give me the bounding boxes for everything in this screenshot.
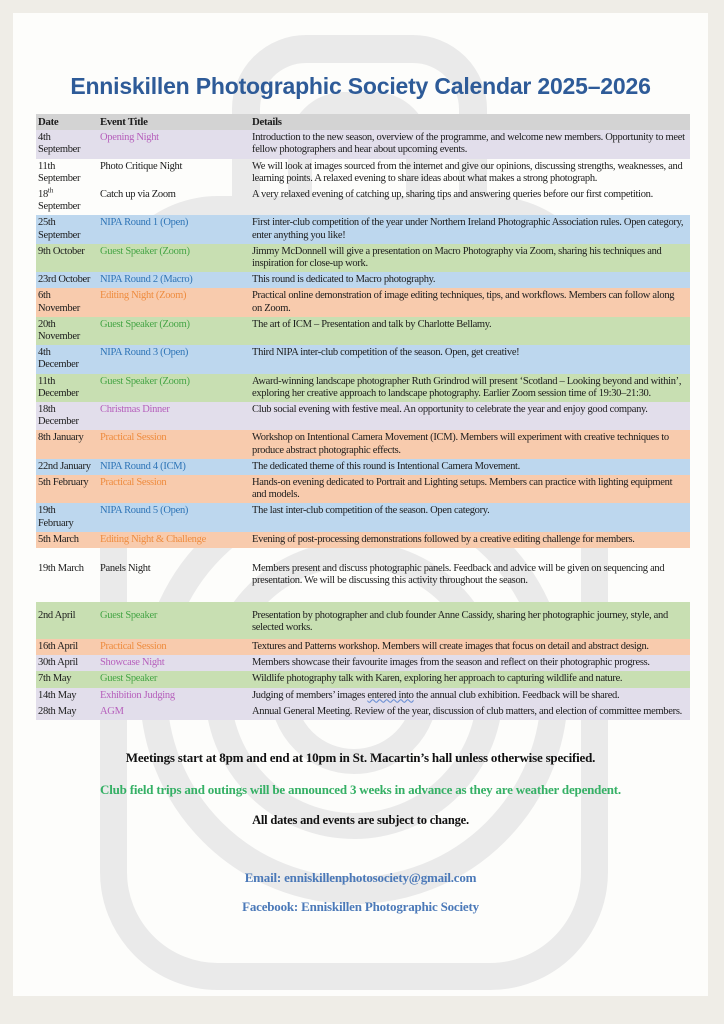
table-row (36, 244, 690, 272)
event-title: Guest Speaker (Zoom) (100, 318, 190, 330)
event-title: NIPA Round 1 (Open) (100, 217, 189, 229)
event-title: Guest Speaker (100, 673, 158, 685)
event-date: 6th November (38, 290, 80, 314)
event-date: 28th May (38, 705, 77, 717)
table-row (36, 215, 690, 243)
event-details: This round is dedicated to Macro photography. (252, 274, 436, 286)
table-row (36, 402, 690, 430)
table-row (36, 561, 690, 589)
event-details: Hands-on evening dedicated to Portrait and Lighting setups. Members can practice with lighting equipment and models. (252, 477, 673, 501)
subject-to-change-note: All dates and events are subject to change. (252, 812, 469, 827)
table-row (36, 187, 690, 215)
event-title: Panels Night (100, 563, 151, 575)
event-title: Guest Speaker (Zoom) (100, 245, 190, 257)
event-date: 25th September (38, 217, 81, 241)
table-row (36, 475, 690, 503)
table-row (36, 602, 690, 639)
event-date: 22nd January (38, 460, 91, 472)
event-title: Editing Night (Zoom) (100, 290, 187, 302)
event-details: Textures and Patterns workshop. Members will create images that focus on detail and abstract design. (252, 640, 649, 652)
table-row (36, 130, 690, 158)
event-date: 19th February (38, 505, 74, 529)
event-details: Annual General Meeting. Review of the year, discussion of club matters, and election of committee members. (252, 705, 682, 717)
event-date: 2nd April (38, 609, 76, 621)
event-title: Editing Night & Challenge (100, 533, 206, 545)
event-date: 18th September (38, 186, 81, 213)
event-details: A very relaxed evening of catching up, sharing tips and answering queries before our first competition. (252, 189, 653, 201)
event-title: AGM (100, 705, 124, 717)
event-date: 19th March (38, 563, 84, 575)
event-date: 23rd October (38, 274, 91, 286)
table-row (36, 688, 690, 704)
event-date: 9th October (38, 245, 85, 257)
table-row (36, 532, 690, 548)
event-date: 16th April (38, 640, 78, 652)
event-details: The art of ICM – Presentation and talk by Charlotte Bellamy. (252, 318, 492, 330)
table-row (36, 272, 690, 288)
event-title: Catch up via Zoom (100, 189, 176, 201)
table-row (36, 288, 690, 316)
event-title: NIPA Round 4 (ICM) (100, 460, 186, 472)
event-title: Showcase Night (100, 657, 165, 669)
table-row (36, 374, 690, 402)
table-row (36, 345, 690, 373)
events-table-body (36, 130, 690, 720)
table-spacer (36, 590, 690, 602)
contact-email: Email: enniskillenphotosociety@gmail.com (244, 869, 477, 885)
event-date: 4th December (38, 347, 79, 371)
table-row (36, 704, 690, 720)
event-details: We will look at images sourced from the internet and give our opinions, discussing strengths, weaknesses, and learning points. A relaxed evening to share ideas about what makes a strong photograph. (252, 160, 683, 184)
event-details: Club social evening with festive meal. An opportunity to celebrate the year and enjoy good company. (252, 404, 648, 416)
table-row (36, 459, 690, 475)
event-date: 14th May (38, 689, 77, 701)
event-details: Award-winning landscape photographer Ruth Grindrod will present ‘Scotland – Looking beyond and within’, exploring her creative approach to landscape photography. Earlier Zoom session time of 19:30–21:30. (252, 375, 682, 399)
events-table (36, 114, 708, 720)
event-date: 8th January (38, 432, 84, 444)
table-header-row (36, 114, 690, 130)
event-details: Members present and discuss photographic panels. Feedback and advice will be given on sequencing and presentation. We will be discussing this activity throughout the season. (252, 563, 665, 587)
table-row (36, 639, 690, 655)
event-title: NIPA Round 2 (Macro) (100, 274, 193, 286)
grammar-squiggle: entered into (367, 689, 414, 701)
event-title: NIPA Round 5 (Open) (100, 505, 189, 517)
event-title: Practical Session (100, 640, 167, 652)
table-row (36, 159, 690, 187)
event-details: Practical online demonstration of image editing techniques, tips, and workflows. Members can follow along on Zoom. (252, 290, 675, 314)
event-title: NIPA Round 3 (Open) (100, 347, 189, 359)
event-date: 5th February (38, 477, 89, 489)
table-row (36, 430, 690, 458)
event-date: 20th November (38, 318, 80, 343)
event-details: Jimmy McDonnell will give a presentation on Macro Photography via Zoom, sharing his techniques and inspiration for close-up work. (252, 245, 662, 270)
event-title: Christmas Dinner (100, 404, 170, 416)
event-title: Photo Critique Night (100, 160, 183, 172)
event-details: Workshop on Intentional Camera Movement (ICM). Members will experiment with creative techniques to produce abstract photographic effects. (252, 432, 669, 456)
header-details: Details (250, 114, 690, 130)
event-title: Guest Speaker (100, 609, 158, 621)
event-details: Evening of post-processing demonstrations followed by a creative editing challenge for members. (252, 533, 635, 545)
event-details: The last inter-club competition of the season. Open category. (252, 505, 490, 517)
event-title: Opening Night (100, 132, 159, 144)
event-details: The dedicated theme of this round is Intentional Camera Movement. (252, 460, 520, 472)
event-title: Practical Session (100, 477, 167, 489)
event-date: 11th September (38, 160, 81, 184)
table-row (36, 317, 690, 345)
table-spacer (36, 548, 690, 561)
event-details: Introduction to the new season, overview of the programme, and welcome new members. Opportunity to meet fellow photographers and hear about upcoming events. (252, 132, 685, 156)
header-date: Date (36, 114, 98, 130)
event-title: Practical Session (100, 432, 167, 444)
event-details: Third NIPA inter-club competition of the season. Open, get creative! (252, 347, 520, 359)
event-date: 4th September (38, 132, 81, 156)
event-details: Members showcase their favourite images from the season and reflect on their photographic progress. (252, 657, 650, 669)
event-date: 11th December (38, 375, 79, 399)
meetings-note: Meetings start at 8pm and end at 10pm in St. Macartin’s hall unless otherwise specified. (125, 749, 596, 765)
header-event-title: Event Title (98, 114, 250, 130)
event-title: Exhibition Judging (100, 689, 175, 701)
field-trips-note: Club field trips and outings will be announced 3 weeks in advance as they are weather dependent. (100, 781, 621, 797)
table-row (36, 655, 690, 671)
event-date: 18th December (38, 404, 79, 428)
event-details: First inter-club competition of the year under Northern Ireland Photographic Association rules. Open category, enter anything you like! (252, 217, 684, 241)
page-title: Enniskillen Photographic Society Calendar 2025–2026 (70, 73, 651, 99)
event-date: 7th May (38, 673, 72, 685)
event-details: Presentation by photographer and club founder Anne Cassidy, sharing her photographic journey, style, and selected works. (252, 609, 668, 633)
event-title: Guest Speaker (Zoom) (100, 375, 190, 387)
table-row (36, 503, 690, 531)
contact-facebook: Facebook: Enniskillen Photographic Society (242, 898, 479, 914)
event-date: 30th April (38, 657, 78, 669)
event-date: 5th March (38, 533, 79, 545)
table-row (36, 671, 690, 687)
event-details: Wildlife photography talk with Karen, exploring her approach to capturing wildlife and nature. (252, 673, 623, 685)
event-details: Judging of members’ images entered into the annual club exhibition. Feedback will be shared. (252, 689, 620, 701)
document-page (13, 13, 708, 996)
